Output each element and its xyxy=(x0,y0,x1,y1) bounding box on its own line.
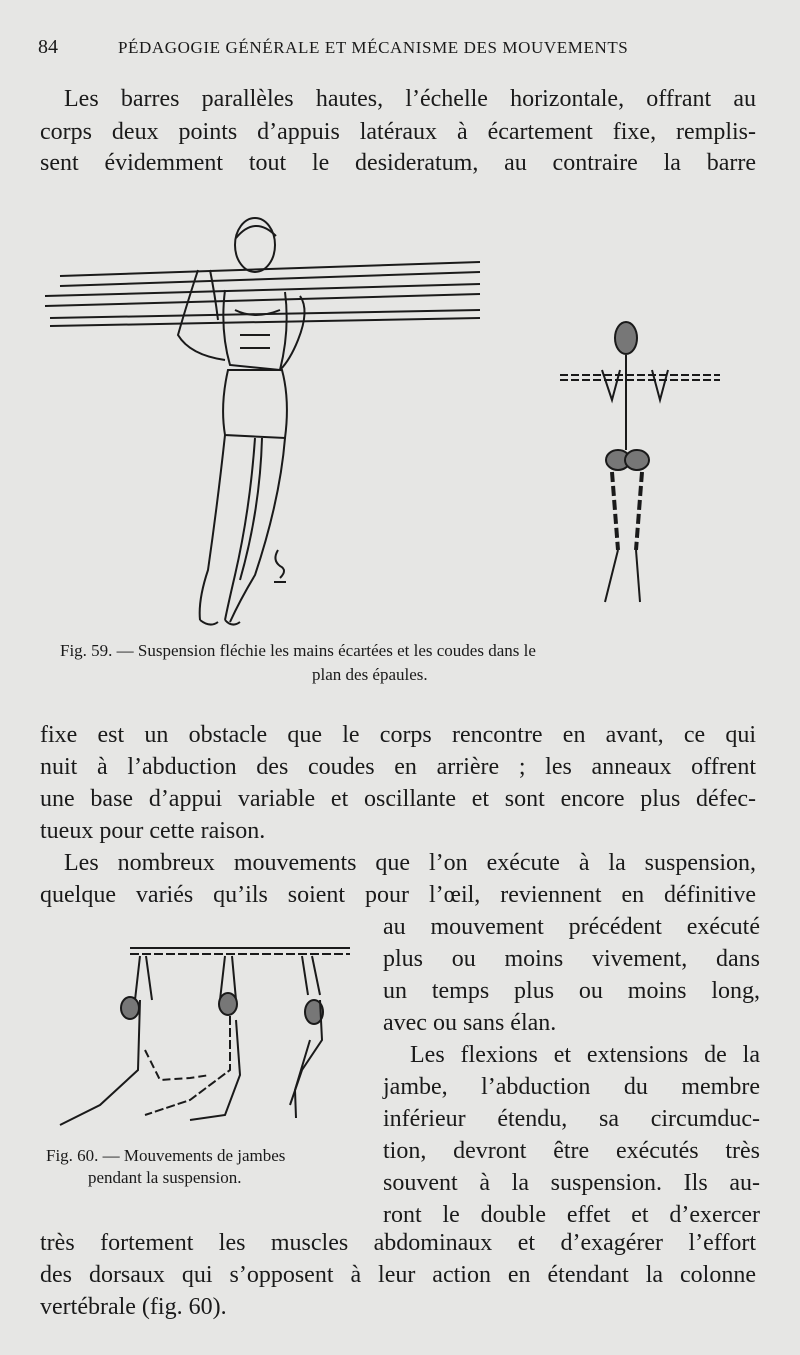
text-line: sent évidemment tout le desideratum, au contraire la barre xyxy=(40,150,756,176)
figure-59-caption-line2: plan des épaules. xyxy=(312,665,428,684)
figure-60-caption-line2: pendant la suspension. xyxy=(88,1168,242,1187)
text-line: inférieur étendu, sa circumduc- xyxy=(383,1106,760,1132)
text-line: au mouvement précédent exécuté xyxy=(383,914,760,940)
text-line: corps deux points d’appuis latéraux à écartement fixe, remplis- xyxy=(40,119,756,145)
text-line: vertébrale (fig. 60). xyxy=(40,1294,227,1320)
text-line: une base d’appui variable et oscillante et sont encore plus défec- xyxy=(40,786,756,812)
text-line: tion, devront être exécutés très xyxy=(383,1138,760,1164)
text-line: Les flexions et extensions de la xyxy=(410,1042,760,1068)
text-line: très fortement les muscles abdominaux et d’exagérer l’effort xyxy=(40,1230,756,1256)
page-header xyxy=(38,36,758,62)
figure-60-caption-line1: Fig. 60. — Mouvements de jambes xyxy=(46,1146,286,1165)
text-line: plus ou moins vivement, dans xyxy=(383,946,760,972)
text-line: tueux pour cette raison. xyxy=(40,818,266,844)
running-head: PÉDAGOGIE GÉNÉRALE ET MÉCANISME DES MOUVEMENTS xyxy=(118,38,629,57)
text-line: jambe, l’abduction du membre xyxy=(383,1074,760,1100)
figure-59-illustration xyxy=(40,210,740,630)
text-line: des dorsaux qui s’opposent à leur action en étendant la colonne xyxy=(40,1262,756,1288)
text-line: un temps plus ou moins long, xyxy=(383,978,760,1004)
text-line: Les nombreux mouvements que l’on exécute à la suspension, xyxy=(64,850,756,876)
text-line: nuit à l’abduction des coudes en arrière ; les anneaux offrent xyxy=(40,754,756,780)
text-line: quelque variés qu’ils soient pour l’œil, reviennent en définitive xyxy=(40,882,756,908)
text-line: avec ou sans élan. xyxy=(383,1010,557,1036)
text-line: ront le double effet et d’exercer xyxy=(383,1202,760,1228)
figure-59-caption-line1: Fig. 59. — Suspension fléchie les mains écartées et les coudes dans le xyxy=(60,641,536,660)
figure-60-illustration xyxy=(40,940,370,1140)
text-line: souvent à la suspension. Ils au- xyxy=(383,1170,760,1196)
text-line: Les barres parallèles hautes, l’échelle horizontale, offrant au xyxy=(64,86,756,112)
text-line: fixe est un obstacle que le corps rencontre en avant, ce qui xyxy=(40,722,756,748)
page-number: 84 xyxy=(38,36,58,58)
